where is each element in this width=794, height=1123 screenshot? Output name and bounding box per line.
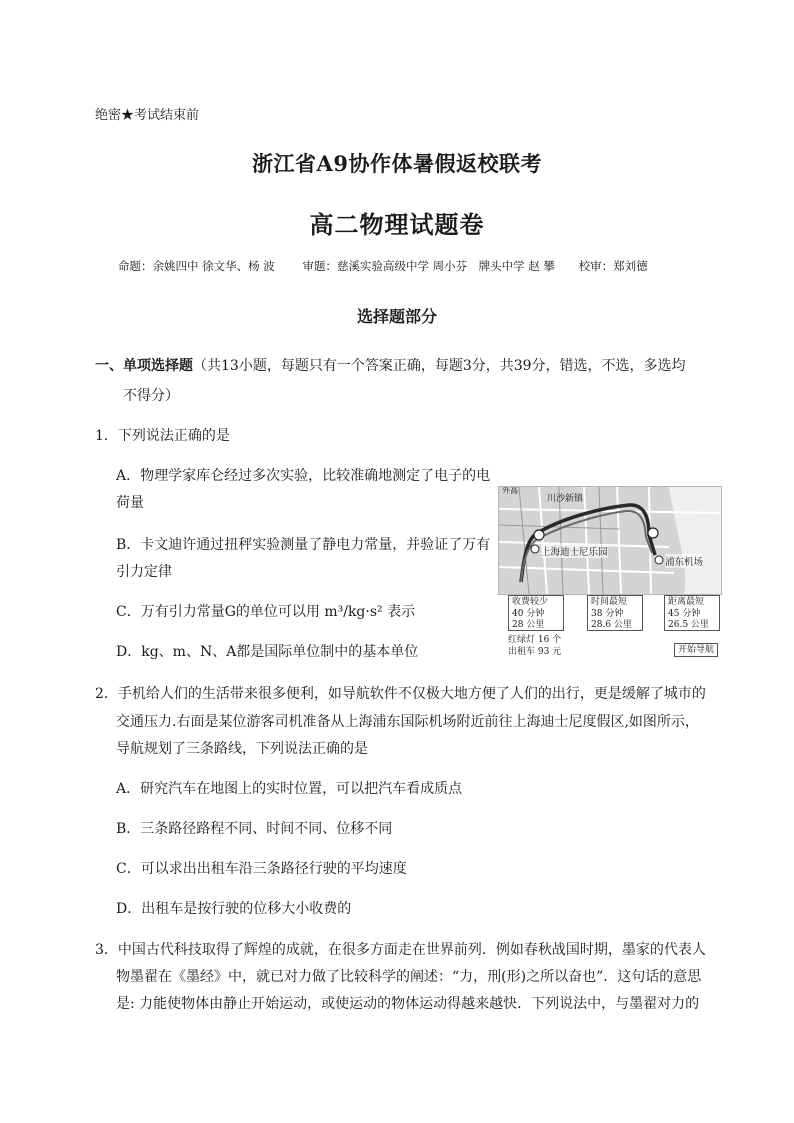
start-navigation-button[interactable]: 开始导航 bbox=[674, 643, 718, 657]
airport-marker bbox=[648, 528, 658, 538]
map-label-chuansha: 川沙新镇 bbox=[547, 494, 584, 504]
q1-option-b: B．卡文迪许通过扭秤实验测量了静电力常量，并验证了万有 bbox=[116, 537, 491, 553]
section-title: 选择题部分 bbox=[356, 307, 437, 326]
authors-line bbox=[118, 258, 654, 274]
q1-option-b-cont: 引力定律 bbox=[116, 564, 172, 580]
part-instructions: （共13小题，每题只有一个答案正确，每题3分，共39分，错选，不选，多选均 bbox=[193, 358, 686, 374]
part-heading: 一、单项选择题 bbox=[95, 358, 193, 374]
q1-option-a-cont: 荷量 bbox=[116, 495, 144, 511]
q2-stem-line2: 交通压力.右面是某位游客司机准备从上海浦东国际机场附近前往上海迪士尼度假区,如图所示， bbox=[116, 714, 699, 730]
route-3-time: 45 分钟 bbox=[668, 608, 701, 619]
paper-title: 高二物理试题卷 bbox=[309, 210, 485, 239]
route-1-distance: 28 公里 bbox=[512, 620, 545, 630]
route-1-time: 40 分钟 bbox=[512, 608, 545, 619]
proofreader-text: 校审：郑刘德 bbox=[578, 259, 648, 273]
route-2-distance: 28.6 公里 bbox=[591, 620, 632, 630]
q2-option-b: B．三条路径路程不同、时间不同、位移不同 bbox=[116, 821, 393, 837]
route-option-2[interactable] bbox=[587, 595, 643, 631]
q2-option-d: D．出租车是按行驶的位移大小收费的 bbox=[116, 901, 352, 917]
q3-stem-line2: 物墨翟在《墨经》中，就已对力做了比较科学的阐述：“力，刑(形)之所以奋也”．这句话的意思 bbox=[116, 969, 702, 985]
exam-title: 浙江省A9协作体暑假返校联考 bbox=[252, 151, 542, 176]
setter-text: 命题：余姚四中 徐文华、杨 波 bbox=[118, 259, 275, 273]
q2-stem-line3: 导航规划了三条路线，下列说法正确的是 bbox=[116, 741, 368, 757]
route-option-3[interactable] bbox=[664, 595, 720, 631]
route-3-name: 距离最短 bbox=[668, 597, 705, 607]
route-2-name: 时间最短 bbox=[591, 597, 628, 607]
map-graphic bbox=[499, 487, 721, 594]
route-1-name: 收费较少 bbox=[512, 597, 549, 607]
route-3-distance: 26.5 公里 bbox=[668, 620, 709, 630]
part-heading-line bbox=[95, 355, 686, 375]
navigation-map bbox=[498, 486, 722, 595]
route-2-time: 38 分钟 bbox=[591, 608, 624, 619]
q2-stem-line1: 2．手机给人们的生活带来很多便利，如导航软件不仅极大地方便了人们的出行，更是缓解了城市的 bbox=[95, 686, 706, 702]
q1-option-d: D．kg、m、N、A都是国际单位制中的基本单位 bbox=[116, 644, 419, 660]
map-label-disney: 上海迪士尼乐园 bbox=[541, 544, 608, 558]
airport-plane-icon bbox=[655, 556, 663, 564]
disney-marker bbox=[534, 530, 544, 540]
q1-option-c: C．万有引力常量G的单位可以用 m³/kg·s² 表示 bbox=[116, 604, 416, 620]
q3-stem-line1: 3．中国古代科技取得了辉煌的成就，在很多方面走在世界前列．例如春秋战国时期，墨家的代表人 bbox=[95, 942, 706, 958]
route-options bbox=[498, 593, 720, 663]
q1-stem: 1．下列说法正确的是 bbox=[95, 428, 230, 444]
part-instructions-cont: 不得分） bbox=[123, 388, 179, 404]
map-label-corner: 外高 bbox=[502, 486, 518, 495]
confidential-mark: 绝密★考试结束前 bbox=[95, 108, 200, 123]
map-label-airport: 浦东机场 bbox=[665, 554, 703, 568]
reviewer-text: 审题：慈溪实验高级中学 周小芬 牌头中学 赵 攀 bbox=[302, 259, 555, 273]
disney-pin-icon bbox=[531, 545, 539, 553]
q3-stem-line3: 是: 力能使物体由静止开始运动，或使运动的物体运动得越来越快．下列说法中，与墨翟对力的 bbox=[116, 996, 700, 1012]
taxi-fare-info: 出租车 93 元 bbox=[508, 647, 562, 657]
q1-option-a: A．物理学家库仑经过多次实验，比较准确地测定了电子的电 bbox=[116, 468, 491, 484]
route-option-1[interactable] bbox=[508, 595, 564, 631]
q2-option-a: A．研究汽车在地图上的实时位置，可以把汽车看成质点 bbox=[116, 781, 463, 797]
q2-option-c: C．可以求出出租车沿三条路径行驶的平均速度 bbox=[116, 861, 407, 877]
traffic-lights-info: 红绿灯 16 个 bbox=[508, 635, 562, 645]
